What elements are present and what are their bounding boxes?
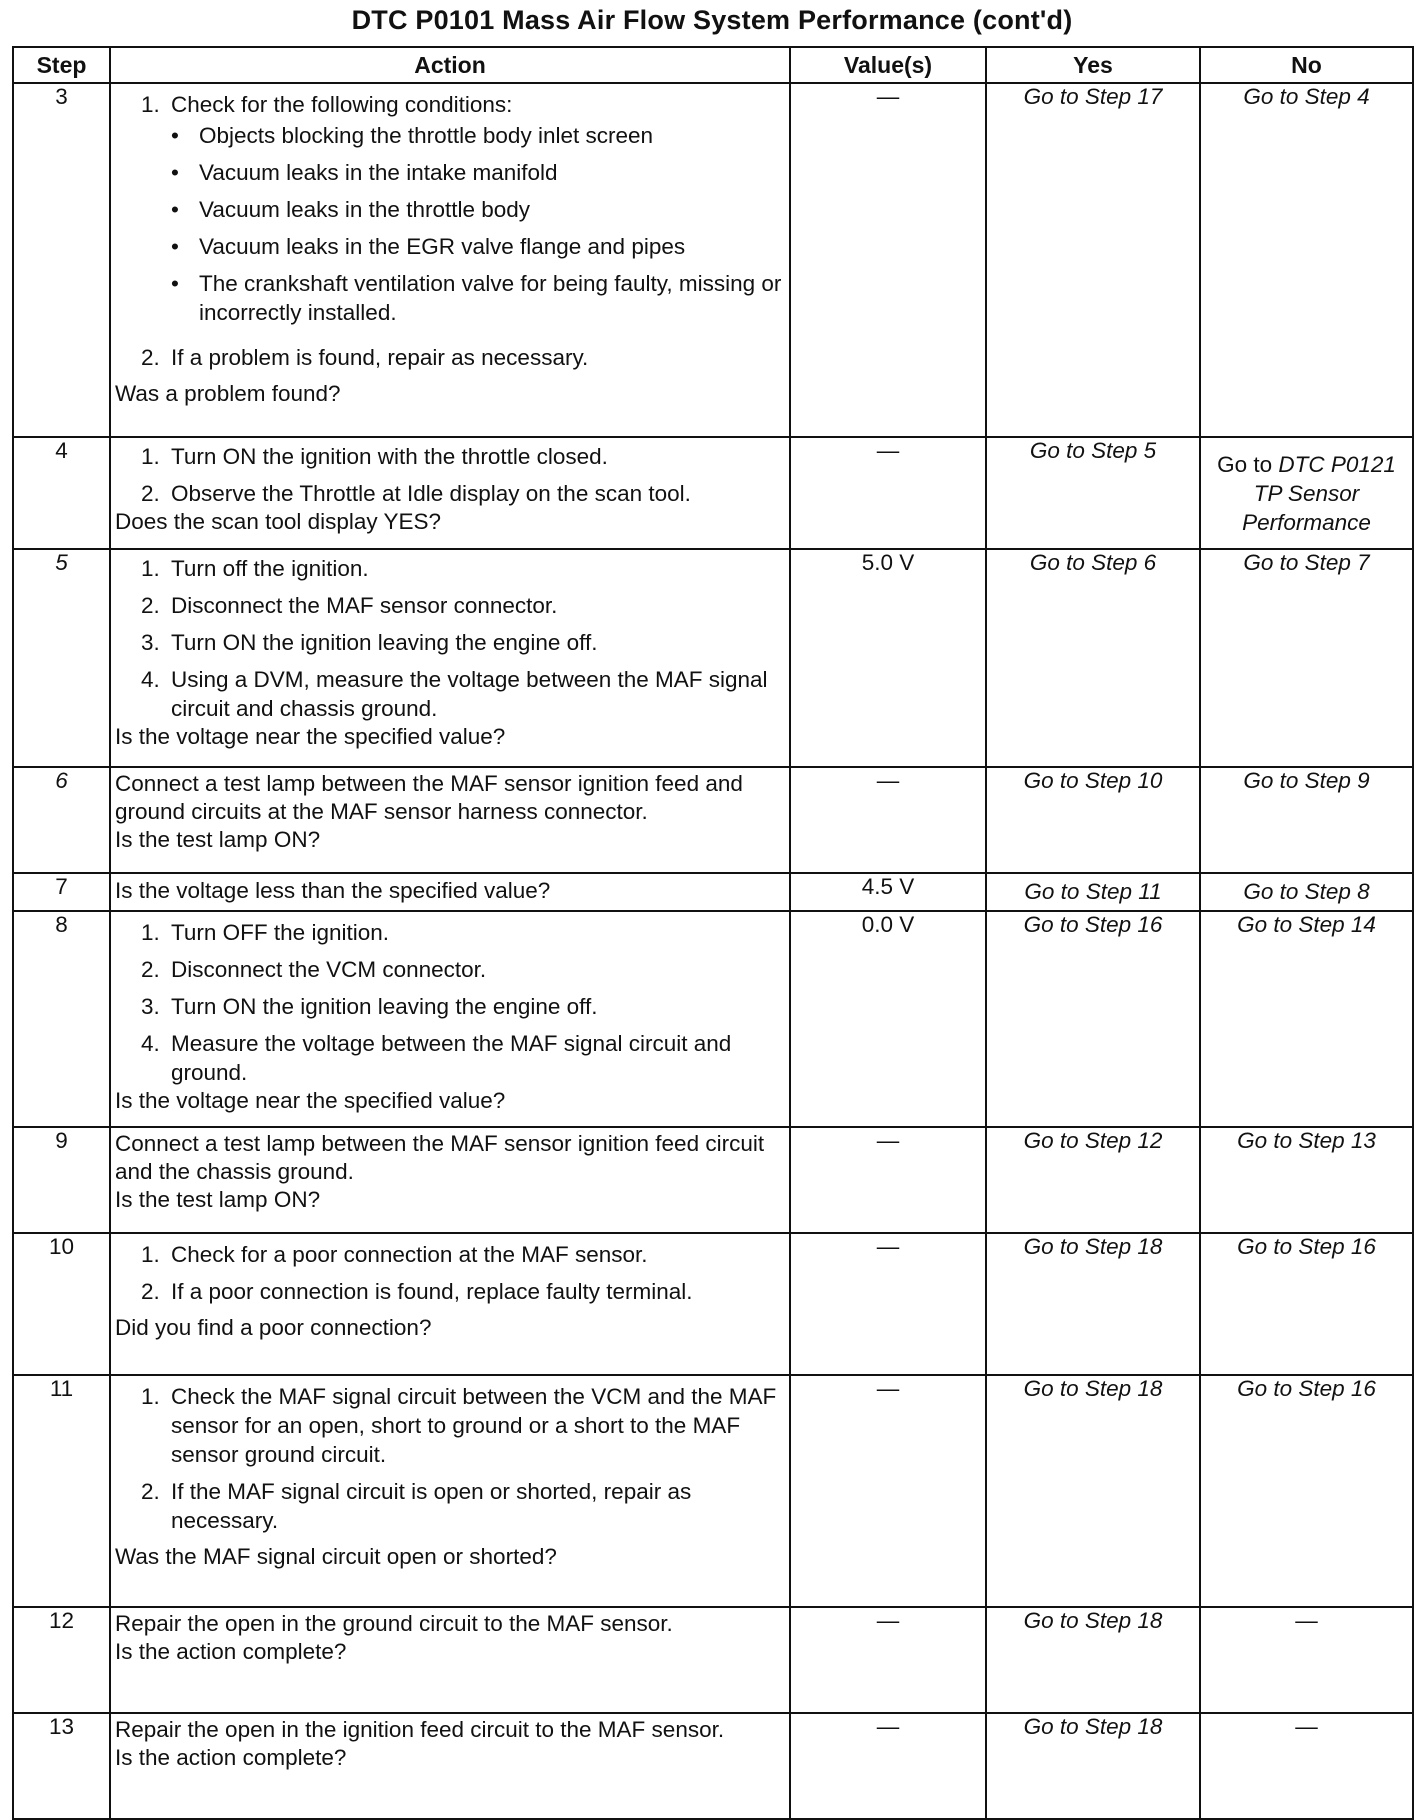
step-number: 7 [13, 873, 110, 911]
action-cell [110, 1375, 790, 1607]
action-text: Repair the open in the ignition feed circuit to the MAF sensor. [115, 1717, 725, 1742]
header-yes: Yes [986, 47, 1200, 83]
value-cell: — [790, 767, 986, 873]
yes-cell: Go to Step 5 [986, 437, 1200, 549]
value-cell: — [790, 1607, 986, 1713]
yes-cell: Go to Step 18 [986, 1375, 1200, 1607]
action-step: 1. Check for the following conditions: • Objects blocking the throttle body inlet screen • Vacuum leaks in the intake manifold • Vacuum leaks in the throttle body • Vacuum leaks in the EGR valve flange and pipes • The crankshaft ventilation valve for being faulty, missing or incorrectly installed. [141, 92, 782, 325]
action-question: Did you find a poor connection? [115, 1315, 432, 1340]
value-cell: 5.0 V [790, 549, 986, 767]
header-row [13, 47, 1413, 83]
yes-cell: Go to Step 18 [986, 1713, 1200, 1819]
value-cell: 0.0 V [790, 911, 986, 1127]
header-values: Value(s) [790, 47, 986, 83]
step-number: 9 [13, 1127, 110, 1233]
action-cell [110, 767, 790, 873]
table-row [13, 549, 1413, 767]
action-step: 1. Turn ON the ignition with the throttle closed. [141, 444, 608, 469]
action-cell [110, 83, 790, 437]
table-row [13, 1713, 1413, 1819]
action-question: Was a problem found? [115, 381, 341, 406]
yes-cell: Go to Step 6 [986, 549, 1200, 767]
action-cell [110, 437, 790, 549]
no-cell: Go to Step 4 [1200, 83, 1413, 437]
action-question: Is the action complete? [115, 1745, 347, 1770]
action-question: Is the test lamp ON? [115, 1187, 321, 1212]
action-question: Is the action complete? [115, 1639, 347, 1664]
no-cell: Go to Step 16 [1200, 1233, 1413, 1375]
table-row [13, 437, 1413, 549]
action-text: Connect a test lamp between the MAF sensor ignition feed and ground circuits at the MAF sensor harness connector. [115, 771, 743, 824]
bullet-item: • Objects blocking the throttle body inlet screen [171, 123, 653, 148]
value-cell: 4.5 V [790, 873, 986, 911]
step-number: 4 [13, 437, 110, 549]
action-question: Is the voltage near the specified value? [115, 724, 506, 749]
action-step-text: Check for the following conditions: [171, 92, 513, 117]
bullet-item: • Vacuum leaks in the EGR valve flange and pipes [171, 234, 686, 259]
yes-cell: Go to Step 16 [986, 911, 1200, 1127]
bullet-item: • Vacuum leaks in the throttle body [171, 197, 531, 222]
yes-cell: Go to Step 10 [986, 767, 1200, 873]
action-step: 2. If the MAF signal circuit is open or shorted, repair as necessary. [141, 1479, 692, 1533]
action-cell [110, 1127, 790, 1233]
header-no: No [1200, 47, 1413, 83]
value-cell: — [790, 437, 986, 549]
table-row [13, 767, 1413, 873]
action-step: 3. Turn ON the ignition leaving the engine off. [141, 994, 598, 1019]
yes-cell: Go to Step 12 [986, 1127, 1200, 1233]
bullet-item: • The crankshaft ventilation valve for being faulty, missing or incorrectly installed. [171, 271, 782, 325]
step-number: 6 [13, 767, 110, 873]
step-number: 8 [13, 911, 110, 1127]
action-step: 2. If a problem is found, repair as necessary. [141, 345, 589, 370]
no-cell: Go to Step 9 [1200, 767, 1413, 873]
action-cell [110, 1233, 790, 1375]
no-cell: — [1200, 1607, 1413, 1713]
diagnostic-table [12, 46, 1414, 1820]
yes-cell: Go to Step 18 [986, 1233, 1200, 1375]
action-text: Connect a test lamp between the MAF sensor ignition feed circuit and the chassis ground. [115, 1131, 765, 1184]
no-cell: Go to Step 13 [1200, 1127, 1413, 1233]
action-question: Was the MAF signal circuit open or shorted? [115, 1544, 557, 1569]
table-row [13, 1375, 1413, 1607]
no-cell: — [1200, 1713, 1413, 1819]
action-question: Is the voltage near the specified value? [115, 1088, 506, 1113]
action-cell [110, 1713, 790, 1819]
value-cell: — [790, 1233, 986, 1375]
step-number: 11 [13, 1375, 110, 1607]
step-number: 3 [13, 83, 110, 437]
value-cell: — [790, 1375, 986, 1607]
action-question: Does the scan tool display YES? [115, 509, 442, 534]
value-cell: — [790, 83, 986, 437]
action-step: 2. Observe the Throttle at Idle display on the scan tool. [141, 481, 691, 506]
action-step: 1. Turn OFF the ignition. [141, 920, 390, 945]
step-number: 10 [13, 1233, 110, 1375]
no-cell: Go to Step 7 [1200, 549, 1413, 767]
action-cell [110, 873, 790, 911]
action-step: 4. Measure the voltage between the MAF signal circuit and ground. [141, 1031, 732, 1085]
yes-cell: Go to Step 11 [986, 873, 1200, 911]
action-step: 4. Using a DVM, measure the voltage between the MAF signal circuit and chassis ground. [141, 667, 768, 721]
no-cell: Go to Step 8 [1200, 873, 1413, 911]
action-step: 1. Turn off the ignition. [141, 556, 369, 581]
value-cell: — [790, 1713, 986, 1819]
table-row [13, 911, 1413, 1127]
yes-cell: Go to Step 18 [986, 1607, 1200, 1713]
action-step: 2. If a poor connection is found, replace faulty terminal. [141, 1279, 693, 1304]
action-question: Is the test lamp ON? [115, 827, 321, 852]
value-cell: — [790, 1127, 986, 1233]
table-row [13, 873, 1413, 911]
header-action: Action [110, 47, 790, 83]
no-cell: Go to DTC P0121 TP Sensor Performance [1200, 437, 1413, 549]
action-step: 2. Disconnect the VCM connector. [141, 957, 487, 982]
table-row [13, 83, 1413, 437]
step-number: 5 [13, 549, 110, 767]
yes-cell: Go to Step 17 [986, 83, 1200, 437]
action-step: 3. Turn ON the ignition leaving the engine off. [141, 630, 598, 655]
action-cell [110, 911, 790, 1127]
table-row [13, 1233, 1413, 1375]
action-text: Repair the open in the ground circuit to the MAF sensor. [115, 1611, 673, 1636]
action-step: 2. Disconnect the MAF sensor connector. [141, 593, 558, 618]
page-title: DTC P0101 Mass Air Flow System Performance (cont'd) [351, 5, 1073, 35]
header-step: Step [13, 47, 110, 83]
action-question: Is the voltage less than the specified value? [115, 878, 551, 903]
step-number: 13 [13, 1713, 110, 1819]
action-cell [110, 1607, 790, 1713]
table-row [13, 1127, 1413, 1233]
action-step: 1. Check the MAF signal circuit between the VCM and the MAF sensor for an open, short to ground or a short to the MAF sensor ground circuit. [141, 1384, 777, 1467]
step-number: 12 [13, 1607, 110, 1713]
action-step: 1. Check for a poor connection at the MAF sensor. [141, 1242, 648, 1267]
table-row [13, 1607, 1413, 1713]
action-cell [110, 549, 790, 767]
no-cell: Go to Step 14 [1200, 911, 1413, 1127]
bullet-item: • Vacuum leaks in the intake manifold [171, 160, 558, 185]
no-cell: Go to Step 16 [1200, 1375, 1413, 1607]
